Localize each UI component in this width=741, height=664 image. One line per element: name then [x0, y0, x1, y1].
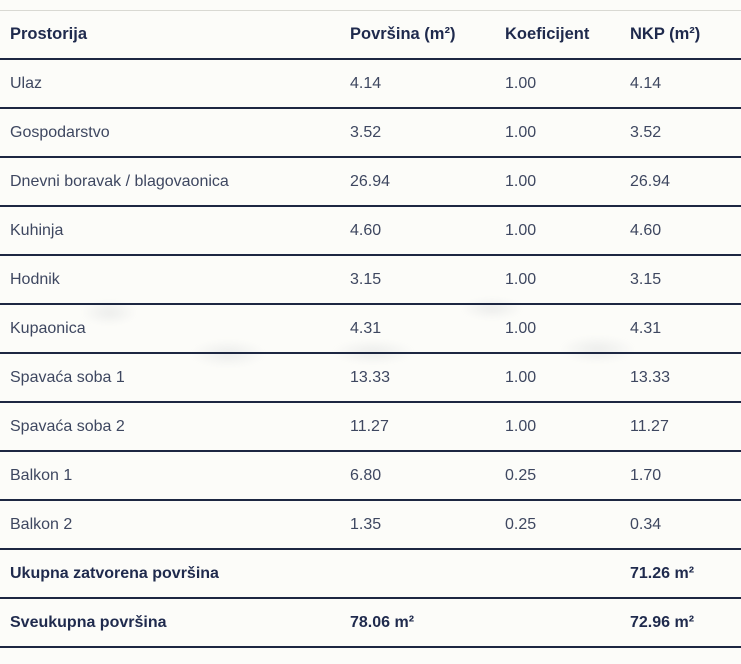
table-row	[0, 501, 741, 550]
room-povrsina: 3.52	[350, 123, 382, 141]
table-row	[0, 60, 741, 109]
room-nkp: 26.94	[630, 172, 671, 190]
room-povrsina: 4.60	[350, 221, 382, 239]
room-koeficijent: 0.25	[505, 515, 537, 533]
table-row	[0, 256, 741, 305]
total-nkp: 71.26 m²	[630, 564, 695, 582]
room-nkp: 3.52	[630, 123, 662, 141]
room-koeficijent: 1.00	[505, 270, 537, 288]
total-row-overall-area	[0, 599, 741, 648]
room-koeficijent: 1.00	[505, 368, 537, 386]
room-nkp: 13.33	[630, 368, 671, 386]
room-povrsina: 4.14	[350, 74, 382, 92]
room-area-table	[0, 10, 741, 648]
table-row	[0, 207, 741, 256]
table-row	[0, 158, 741, 207]
room-povrsina: 4.31	[350, 319, 382, 337]
room-name: Dnevni boravak / blagovaonica	[10, 172, 229, 190]
column-header-prostorija: Prostorija	[10, 25, 88, 43]
room-nkp: 4.31	[630, 319, 662, 337]
table-header-row	[0, 11, 741, 60]
total-label: Sveukupna površina	[10, 613, 167, 631]
room-nkp: 1.70	[630, 466, 662, 484]
room-name: Ulaz	[10, 74, 43, 92]
room-povrsina: 26.94	[350, 172, 391, 190]
room-koeficijent: 1.00	[505, 74, 537, 92]
table-row	[0, 305, 741, 354]
room-name: Hodnik	[10, 270, 60, 288]
table-row	[0, 109, 741, 158]
room-nkp: 0.34	[630, 515, 662, 533]
table-row	[0, 452, 741, 501]
room-povrsina: 13.33	[350, 368, 391, 386]
room-name: Kupaonica	[10, 319, 86, 337]
room-nkp: 11.27	[630, 417, 669, 435]
total-povrsina: 78.06 m²	[350, 613, 415, 631]
total-row-enclosed-area	[0, 550, 741, 599]
room-name: Spavaća soba 1	[10, 368, 125, 386]
room-name: Spavaća soba 2	[10, 417, 125, 435]
table-row	[0, 403, 741, 452]
total-nkp: 72.96 m²	[630, 613, 695, 631]
room-koeficijent: 1.00	[505, 319, 537, 337]
total-label: Ukupna zatvorena površina	[10, 564, 219, 582]
column-header-nkp: NKP (m²)	[630, 25, 701, 43]
room-koeficijent: 1.00	[505, 172, 537, 190]
room-name: Kuhinja	[10, 221, 64, 239]
room-povrsina: 11.27	[350, 417, 389, 435]
room-nkp: 4.14	[630, 74, 662, 92]
table-row	[0, 354, 741, 403]
room-povrsina: 6.80	[350, 466, 382, 484]
room-povrsina: 3.15	[350, 270, 382, 288]
room-koeficijent: 1.00	[505, 417, 537, 435]
column-header-koeficijent: Koeficijent	[505, 25, 590, 43]
room-koeficijent: 1.00	[505, 123, 537, 141]
room-koeficijent: 1.00	[505, 221, 537, 239]
room-povrsina: 1.35	[350, 515, 382, 533]
room-nkp: 3.15	[630, 270, 662, 288]
room-koeficijent: 0.25	[505, 466, 537, 484]
room-name: Balkon 1	[10, 466, 73, 484]
room-nkp: 4.60	[630, 221, 662, 239]
room-name: Gospodarstvo	[10, 123, 110, 141]
room-name: Balkon 2	[10, 515, 73, 533]
column-header-povrsina: Površina (m²)	[350, 25, 456, 43]
